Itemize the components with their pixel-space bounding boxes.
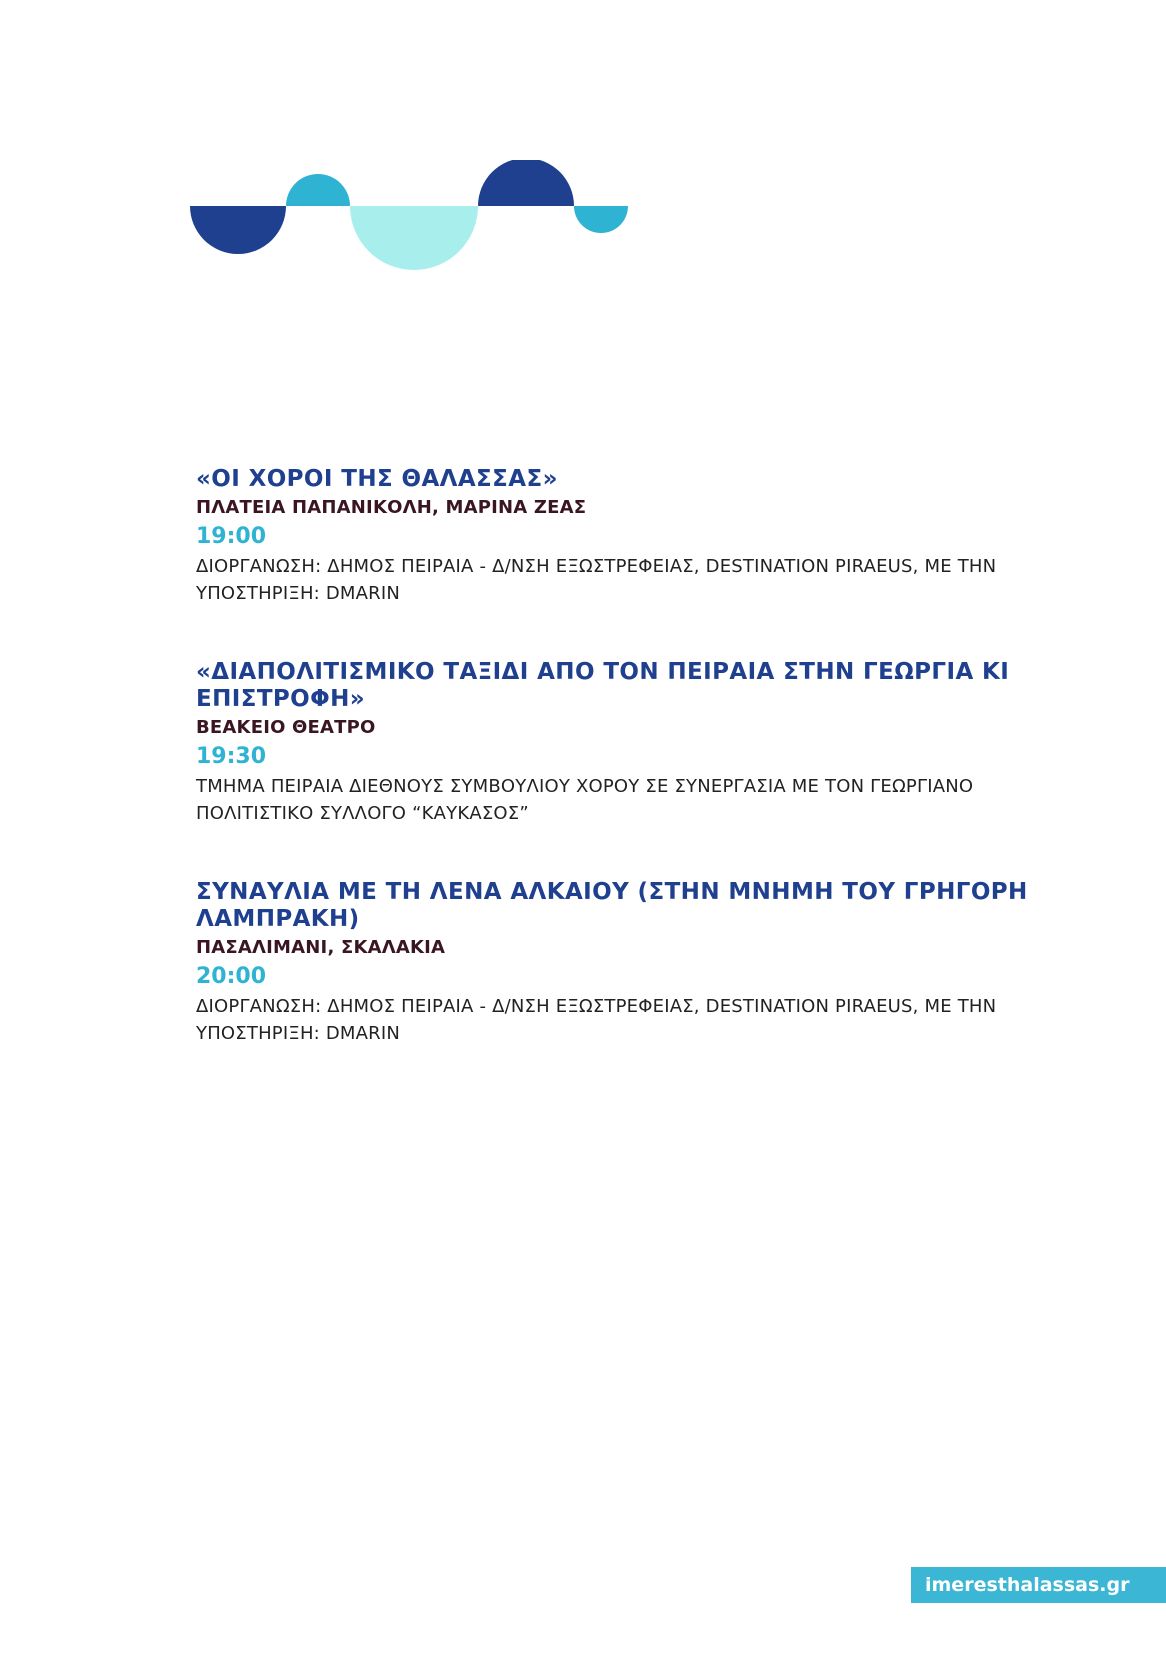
wave-logo (190, 160, 630, 290)
event-title: «ΔΙΑΠΟΛΙΤΙΣΜΙΚΟ ΤΑΞΙΔΙ ΑΠΟ ΤΟΝ ΠΕΙΡΑΙΑ ΣΤΗΝ ΓΕΩΡΓΙΑ ΚΙ ΕΠΙΣΤΡΟΦΗ» (196, 659, 1010, 712)
logo-cyan-semicircle-small (286, 174, 350, 206)
logo-aqua-semicircle-large (350, 206, 478, 270)
event-list (196, 466, 1096, 1099)
logo-dark-semicircle-left (190, 206, 286, 254)
event-item (196, 659, 1096, 827)
event-description: ΔΙΟΡΓΑΝΩΣΗ: ΔΗΜΟΣ ΠΕΙΡΑΙΑ - Δ/ΝΣΗ ΕΞΩΣΤΡΕΦΕΙΑΣ, DESTINATION PIRAEUS, ΜΕ ΤΗΝ ΥΠΟΣΤΗΡΙΞΗ: DMARIN (196, 556, 997, 604)
event-time: 20:00 (196, 964, 267, 989)
event-time: 19:30 (196, 744, 267, 769)
event-item (196, 466, 1096, 607)
logo-cyan-semicircle-right (574, 206, 628, 233)
event-venue: ΒΕΑΚΕΙΟ ΘΕΑΤΡΟ (196, 717, 376, 738)
website-badge: imeresthalassas.gr (911, 1567, 1166, 1603)
event-item (196, 879, 1096, 1047)
event-title: ΣΥΝΑΥΛΙΑ ΜΕ ΤΗ ΛΕΝΑ ΑΛΚΑΙΟΥ (ΣΤΗΝ ΜΝΗΜΗ ΤΟΥ ΓΡΗΓΟΡΗ ΛΑΜΠΡΑΚΗ) (196, 879, 1028, 932)
event-venue: ΠΛΑΤΕΙΑ ΠΑΠΑΝΙΚΟΛΗ, ΜΑΡΙΝΑ ΖΕΑΣ (196, 497, 587, 518)
event-title: «ΟΙ ΧΟΡΟΙ ΤΗΣ ΘΑΛΑΣΣΑΣ» (196, 466, 558, 492)
event-description: ΔΙΟΡΓΑΝΩΣΗ: ΔΗΜΟΣ ΠΕΙΡΑΙΑ - Δ/ΝΣΗ ΕΞΩΣΤΡΕΦΕΙΑΣ, DESTINATION PIRAEUS, ΜΕ ΤΗΝ ΥΠΟΣΤΗΡΙΞΗ: DMARIN (196, 996, 997, 1044)
event-time: 19:00 (196, 524, 267, 549)
event-venue: ΠΑΣΑΛΙΜΑΝΙ, ΣΚΑΛΑΚΙΑ (196, 937, 446, 958)
event-description: ΤΜΗΜΑ ΠΕΙΡΑΙΑ ΔΙΕΘΝΟΥΣ ΣΥΜΒΟΥΛΙΟΥ ΧΟΡΟΥ ΣΕ ΣΥΝΕΡΓΑΣΙΑ ΜΕ ΤΟΝ ΓΕΩΡΓΙΑΝΟ ΠΟΛΙΤΙΣΤΙΚΟ ΣΥΛΛΟΓΟ “ΚΑΥΚΑΣΟΣ” (196, 776, 974, 824)
logo-dark-semicircle-right (478, 160, 574, 206)
